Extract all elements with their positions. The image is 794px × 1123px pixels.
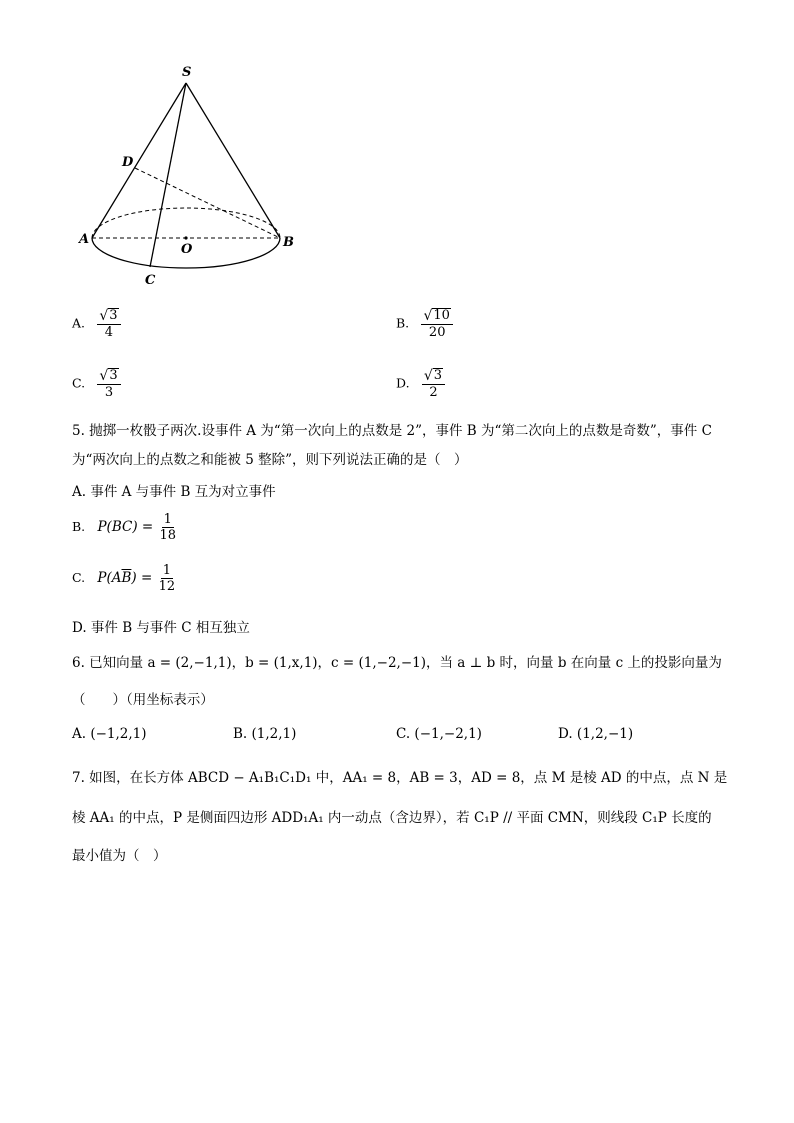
fraction: $\frac{1}{12}$ [158,563,176,594]
center-point [184,236,187,239]
q6-stem-line2: （ ）（用坐标表示） [72,692,214,708]
q7-stem-line3: 最小值为（ ） [72,848,167,864]
label-D: D [122,155,134,170]
q4-option-b[interactable]: B. √ 10 20 [396,308,453,340]
label-S: S [182,65,192,80]
q5-stem-line2: 为“两次向上的点数之和能被 5 整除”，则下列说法正确的是（ ） [72,452,468,468]
edge-SC [150,83,186,267]
fraction: √ 10 20 [421,308,452,340]
label-O: O [181,242,193,257]
q5-option-d[interactable]: D. 事件 B 与事件 C 相互独立 [72,620,250,636]
q5-option-a[interactable]: A. 事件 A 与事件 B 互为对立事件 [72,484,276,500]
q6-option-c[interactable]: C. (−1,−2,1) [396,726,482,742]
q7-stem-line2: 棱 AA₁ 的中点，P 是侧面四边形 ADD₁A₁ 内一动点（含边界），若 C₁P // 平面 CMN，则线段 C₁P 长度的 [72,810,712,826]
fraction: $\frac{1}{18}$ [159,512,177,543]
q4-option-a[interactable]: A. √ 3 4 [72,308,121,340]
q6-option-b[interactable]: B. (1,2,1) [233,726,297,742]
q6-option-d[interactable]: D. (1,2,−1) [558,726,634,742]
fraction: √ 3 2 [422,368,445,400]
label-B: B [283,235,294,250]
q6-stem-line1: 6. 已知向量 a = (2,−1,1)，b = (1,x,1)，c = (1,−2,−1)，当 a ⊥ b 时，向量 b 在向量 c 上的投影向量为 [72,655,722,671]
q5-option-b[interactable]: B. P(BC) = $\frac{1}{18}$ [72,512,177,543]
label-C: C [145,273,156,288]
q6-option-a[interactable]: A. (−1,2,1) [72,726,147,742]
base-ellipse-back [92,208,280,238]
q5-stem-line1: 5. 抛掷一枚骰子两次.设事件 A 为“第一次向上的点数是 2”，事件 B 为“第二次向上的点数是奇数”，事件 C [72,423,712,439]
q5-option-c[interactable]: C. $P(A\overline{B})$ = $\frac{1}{12}$ [72,563,176,594]
edge-SB [186,83,280,238]
cone-figure [70,60,330,290]
q7-stem-line1: 7. 如图，在长方体 ABCD − A₁B₁C₁D₁ 中，AA₁ = 8，AB = 3，AD = 8，点 M 是棱 AD 的中点，点 N 是 [72,770,728,786]
fraction: √ 3 4 [97,308,120,340]
q4-option-c[interactable]: C. √ 3 3 [72,368,121,400]
label-A: A [79,232,90,247]
q4-option-d[interactable]: D. √ 3 2 [396,368,445,400]
fraction: √ 3 3 [97,368,120,400]
edge-SA [92,83,186,238]
